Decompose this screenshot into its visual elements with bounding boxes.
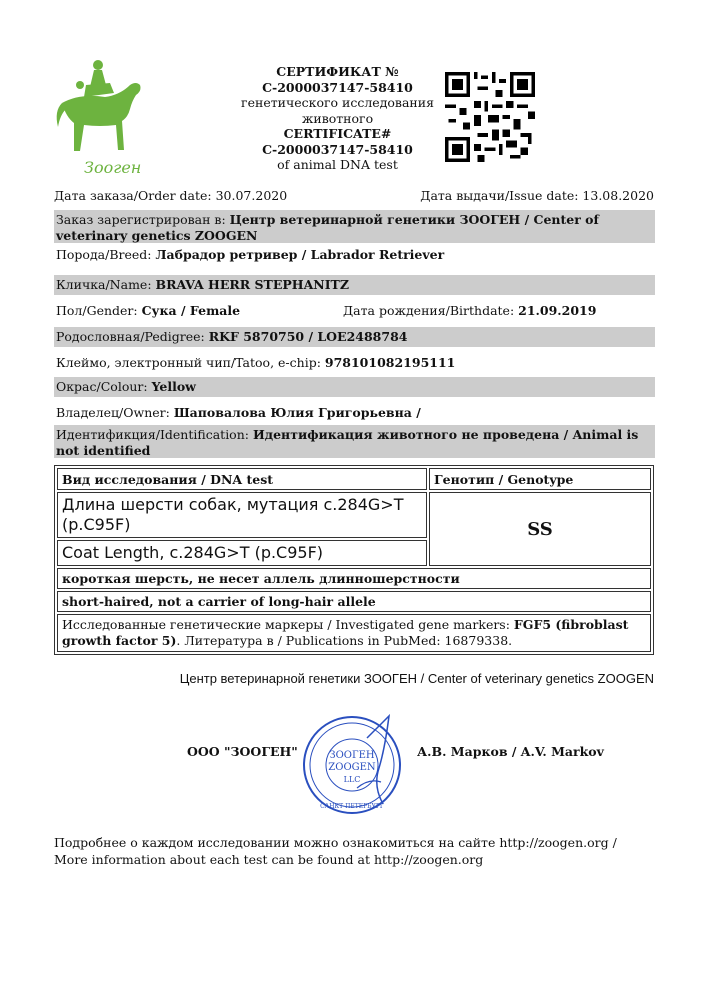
stamp-text-top: ЗООГЕН bbox=[329, 750, 375, 761]
cert-subtitle-en: of animal DNA test bbox=[277, 157, 398, 172]
cert-subtitle-ru-1: генетического исследования bbox=[241, 95, 434, 110]
row-identification bbox=[54, 425, 655, 458]
pedigree-value: RKF 5870750 / LOE2488784 bbox=[208, 329, 408, 344]
footer-note: Подробнее о каждом исследовании можно ознакомиться на сайте http://zoogen.org / More information about each test can be found at http://zoogen.org bbox=[54, 835, 617, 867]
registered-value: Центр ветеринарной генетики ЗООГЕН / Center of veterinary genetics ZOOGEN bbox=[56, 212, 599, 243]
breed-label: Порода/Breed: bbox=[56, 247, 156, 262]
qr-code bbox=[445, 72, 535, 162]
gender-label: Пол/Gender: bbox=[56, 303, 142, 318]
signer-name: А.В. Марков / A.V. Markov bbox=[417, 744, 604, 759]
genotype-value: SS bbox=[429, 492, 651, 566]
result-en: short-haired, not a carrier of long-hair allele bbox=[57, 591, 651, 612]
stamp-text-bottom: LLC bbox=[343, 775, 361, 784]
row-registered bbox=[54, 210, 655, 243]
row-name bbox=[54, 275, 655, 295]
ident-value: Идентификация животного не проведена / Animal is not identified bbox=[56, 427, 639, 458]
owner-label: Владелец/Owner: bbox=[56, 405, 174, 420]
cert-title-en: CERTIFICATE# bbox=[283, 126, 392, 141]
table-row bbox=[57, 568, 651, 589]
stamp-city: САНКТ-ПЕТЕРБУРГ bbox=[320, 803, 384, 810]
pedigree-label: Родословная/Pedigree: bbox=[56, 329, 209, 344]
name-value: BRAVA HERR STEPHANITZ bbox=[155, 277, 349, 292]
company-name: ООО "ЗООГЕН" bbox=[187, 744, 298, 759]
col-header-test: Вид исследования / DNA test bbox=[57, 468, 427, 490]
birth-label: Дата рождения/Birthdate: bbox=[343, 303, 519, 318]
center-name: Центр ветеринарной генетики ЗООГЕН / Center of veterinary genetics ZOOGEN bbox=[179, 671, 654, 686]
birth-value: 21.09.2019 bbox=[518, 303, 597, 318]
seal-stamp bbox=[297, 708, 412, 818]
row-colour bbox=[54, 377, 655, 397]
ident-label: Идентификция/Identification: bbox=[56, 427, 253, 442]
owner-value: Шаповалова Юлия Григорьевна / bbox=[173, 405, 421, 420]
chip-label: Клеймо, электронный чип/Tatoo, e-chip: bbox=[56, 355, 325, 370]
colour-label: Окрас/Colour: bbox=[56, 379, 152, 394]
gender-value: Сука / Female bbox=[141, 303, 241, 318]
cert-number-en: С-2000037147-58410 bbox=[262, 141, 413, 157]
test-name-en: Coat Length, c.284G>T (p.C95F) bbox=[57, 540, 427, 566]
result-ru: короткая шерсть, не несет аллель длинношерстности bbox=[57, 568, 651, 589]
markers-cell bbox=[57, 614, 651, 652]
row-owner bbox=[54, 403, 655, 423]
name-label: Кличка/Name: bbox=[56, 277, 156, 292]
table-header-row bbox=[57, 468, 651, 490]
breed-value: Лабрадор ретривер / Labrador Retriever bbox=[155, 247, 445, 262]
table-row bbox=[57, 492, 651, 538]
order-date: Дата заказа/Order date: 30.07.2020 bbox=[54, 188, 288, 203]
dna-test-table bbox=[54, 465, 654, 655]
row-chip bbox=[54, 353, 655, 373]
row-pedigree bbox=[54, 327, 655, 347]
logo-text: Зооген bbox=[84, 158, 142, 177]
dates-row bbox=[54, 188, 654, 206]
markers-label: Исследованные генетические маркеры / Investigated gene markers: bbox=[62, 617, 514, 632]
registered-label: Заказ зарегистрирован в: bbox=[56, 212, 230, 227]
publications: . Литература в / Publications in PubMed: 16879338. bbox=[176, 633, 513, 648]
zoogen-logo bbox=[50, 55, 150, 180]
markers-value: FGF5 (fibroblast growth factor 5) bbox=[62, 617, 629, 648]
cert-subtitle-ru-2: животного bbox=[301, 110, 374, 126]
row-gender-birth bbox=[54, 301, 655, 321]
table-row bbox=[57, 591, 651, 612]
cert-title-ru: СЕРТИФИКАТ № bbox=[276, 64, 399, 79]
test-name-ru: Длина шерсти собак, мутация c.284G>T (p.C95F) bbox=[57, 492, 427, 538]
info-rows bbox=[54, 210, 655, 458]
certificate-header bbox=[210, 64, 465, 173]
stamp-text-mid: ZOOGEN bbox=[328, 762, 376, 773]
table-row bbox=[57, 614, 651, 652]
row-breed bbox=[54, 245, 655, 265]
cert-number-ru: С-2000037147-58410 bbox=[262, 79, 413, 95]
colour-value: Yellow bbox=[151, 379, 196, 394]
chip-value: 978101082195111 bbox=[324, 355, 456, 370]
issue-date: Дата выдачи/Issue date: 13.08.2020 bbox=[420, 188, 654, 203]
col-header-genotype: Генотип / Genotype bbox=[429, 468, 651, 490]
